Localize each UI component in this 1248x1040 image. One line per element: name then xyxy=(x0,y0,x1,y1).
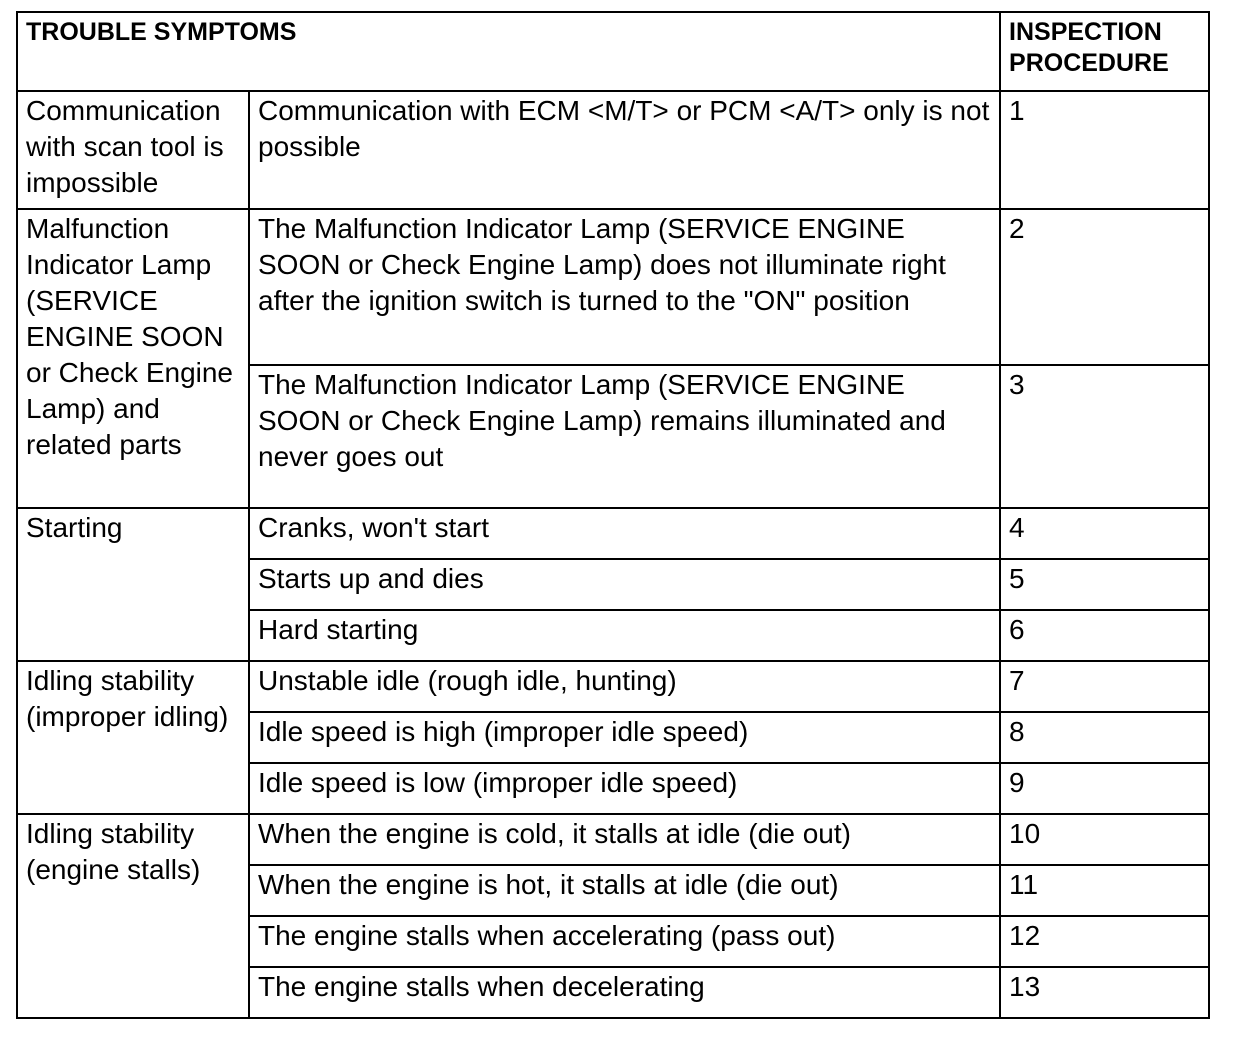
table-row xyxy=(17,814,1209,865)
symptom-cell: When the engine is hot, it stalls at idle (die out) xyxy=(249,865,1000,916)
procedure-cell: 9 xyxy=(1000,763,1209,814)
symptom-cell: Idle speed is low (improper idle speed) xyxy=(249,763,1000,814)
inspection-procedure-header xyxy=(1000,12,1209,91)
procedure-cell: 1 xyxy=(1000,91,1209,209)
header-row xyxy=(17,12,1209,91)
inspection-procedure-header-line2: PROCEDURE xyxy=(1009,49,1169,77)
symptom-cell: When the engine is cold, it stalls at idle (die out) xyxy=(249,814,1000,865)
procedure-cell: 4 xyxy=(1000,508,1209,559)
category-cell-starting: Starting xyxy=(17,508,249,661)
trouble-symptoms-header xyxy=(17,12,1000,91)
symptom-cell: The Malfunction Indicator Lamp (SERVICE ENGINE SOON or Check Engine Lamp) remains illuminated and never goes out xyxy=(249,365,1000,508)
trouble-symptoms-table xyxy=(16,11,1210,1019)
procedure-cell: 6 xyxy=(1000,610,1209,661)
table-row xyxy=(17,508,1209,559)
symptom-cell: Starts up and dies xyxy=(249,559,1000,610)
table-row xyxy=(17,661,1209,712)
table-row xyxy=(17,209,1209,365)
symptom-cell: The engine stalls when accelerating (pass out) xyxy=(249,916,1000,967)
category-cell-malfunction-indicator-lamp: Malfunction Indicator Lamp (SERVICE ENGINE SOON or Check Engine Lamp) and related parts xyxy=(17,209,249,508)
category-cell-communication: Communication with scan tool is impossible xyxy=(17,91,249,209)
symptom-cell: Communication with ECM <M/T> or PCM <A/T> only is not possible xyxy=(249,91,1000,209)
table-row xyxy=(17,91,1209,209)
procedure-cell: 13 xyxy=(1000,967,1209,1018)
procedure-cell: 12 xyxy=(1000,916,1209,967)
procedure-cell: 10 xyxy=(1000,814,1209,865)
procedure-cell: 11 xyxy=(1000,865,1209,916)
symptom-cell: Idle speed is high (improper idle speed) xyxy=(249,712,1000,763)
trouble-symptoms-header-label: TROUBLE SYMPTOMS xyxy=(26,18,297,46)
procedure-cell: 8 xyxy=(1000,712,1209,763)
procedure-cell: 3 xyxy=(1000,365,1209,508)
procedure-cell: 7 xyxy=(1000,661,1209,712)
procedure-cell: 2 xyxy=(1000,209,1209,365)
symptom-cell: Unstable idle (rough idle, hunting) xyxy=(249,661,1000,712)
symptom-cell: Hard starting xyxy=(249,610,1000,661)
symptom-cell: The engine stalls when decelerating xyxy=(249,967,1000,1018)
symptom-cell: The Malfunction Indicator Lamp (SERVICE ENGINE SOON or Check Engine Lamp) does not illuminate right after the ignition switch is turned to the "ON" position xyxy=(249,209,1000,365)
inspection-procedure-header-line1: INSPECTION xyxy=(1009,18,1162,46)
category-cell-idling-stalls: Idling stability (engine stalls) xyxy=(17,814,249,1018)
category-cell-idling-improper: Idling stability (improper idling) xyxy=(17,661,249,814)
procedure-cell: 5 xyxy=(1000,559,1209,610)
symptom-cell: Cranks, won't start xyxy=(249,508,1000,559)
